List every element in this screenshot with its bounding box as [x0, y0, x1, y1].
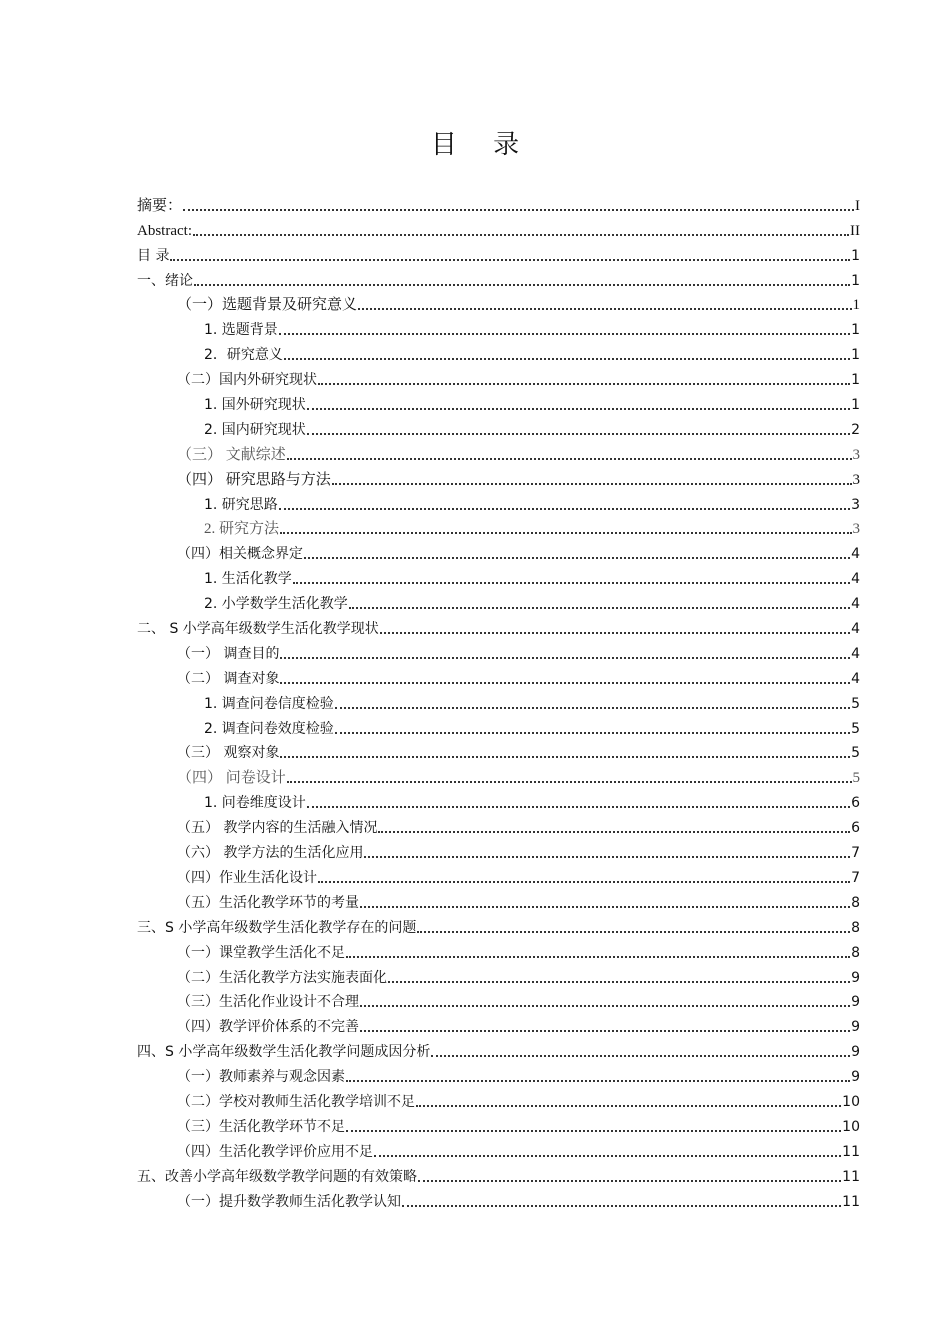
toc-entry-title: （一） 调查目的 — [177, 645, 280, 662]
toc-entry[interactable] — [137, 389, 860, 414]
dot-leader — [307, 806, 850, 808]
toc-entry-title: 2. 研究方法 — [204, 521, 280, 538]
toc-entry[interactable] — [137, 414, 860, 439]
toc-entry[interactable] — [137, 1061, 860, 1086]
toc-entry-page: 8 — [851, 944, 860, 961]
toc-entry-title: 1. 调查问卷信度检验 — [204, 695, 334, 712]
toc-entry[interactable] — [137, 738, 860, 763]
toc-entry[interactable] — [137, 987, 860, 1012]
toc-entry-title: 五、改善小学高年级数学教学问题的有效策略 — [137, 1168, 417, 1185]
toc-entry-title: （二） 调查对象 — [177, 670, 280, 687]
toc-entry-page: 3 — [851, 496, 860, 513]
toc-entry-title: （三） 观察对象 — [177, 745, 280, 762]
dot-leader — [307, 408, 850, 410]
toc-entry-page: 1 — [851, 247, 860, 264]
toc-entry-page: 11 — [842, 1168, 860, 1185]
toc-entry-title: 目 录 — [137, 247, 170, 264]
dot-leader — [402, 1205, 841, 1207]
toc-entry-page: 9 — [851, 994, 860, 1011]
dot-leader — [388, 981, 850, 983]
dot-leader — [360, 1005, 850, 1007]
toc-entry-title: （六） 教学方法的生活化应用 — [177, 845, 364, 862]
dot-leader — [193, 234, 849, 236]
toc-entry-page: 1 — [851, 272, 860, 289]
toc-entry-page: 2 — [851, 421, 860, 438]
dot-leader — [346, 1080, 850, 1082]
toc-entry[interactable] — [137, 812, 860, 837]
dot-leader — [431, 1055, 850, 1057]
toc-entry-page: 8 — [851, 894, 860, 911]
toc-entry[interactable] — [137, 464, 860, 489]
toc-entry-page: 9 — [851, 1019, 860, 1036]
toc-entry[interactable] — [137, 887, 860, 912]
toc-entry-title: （五）生活化教学环节的考量 — [177, 894, 359, 911]
toc-entry[interactable] — [137, 563, 860, 588]
toc-entry[interactable] — [137, 713, 860, 738]
dot-leader — [380, 632, 850, 634]
toc-entry-title: 2. 调查问卷效度检验 — [204, 720, 334, 737]
toc-entry[interactable] — [137, 339, 860, 364]
toc-entry-page: 8 — [851, 919, 860, 936]
toc-entry-page: 1 — [851, 397, 860, 414]
toc-entry-page: 4 — [851, 670, 860, 687]
dot-leader — [307, 433, 850, 435]
toc-entry-title: 摘要： — [137, 197, 183, 214]
dot-leader — [293, 582, 850, 584]
toc-entry-title: （四）教学评价体系的不完善 — [177, 1019, 359, 1036]
toc-entry[interactable] — [137, 1186, 860, 1211]
toc-entry[interactable] — [137, 215, 860, 240]
toc-entry[interactable] — [137, 538, 860, 563]
toc-entry-title: 2．研究意义 — [204, 347, 283, 364]
toc-entry-page: 10 — [842, 1118, 860, 1135]
toc-entry-page: 5 — [851, 695, 860, 712]
toc-entry-title: 2. 国内研究现状 — [204, 421, 306, 438]
toc-entry-page: 5 — [852, 770, 860, 787]
toc-entry[interactable] — [137, 1086, 860, 1111]
toc-entry[interactable] — [137, 364, 860, 389]
toc-entry-page: 4 — [851, 596, 860, 613]
toc-entry-title: （三）生活化作业设计不合理 — [177, 994, 359, 1011]
dot-leader — [280, 756, 850, 758]
dot-leader — [378, 831, 850, 833]
dot-leader — [418, 1180, 841, 1182]
dot-leader — [304, 557, 850, 559]
toc-entry-title: 三、S 小学高年级数学生活化教学存在的问题 — [137, 919, 417, 936]
dot-leader — [335, 707, 850, 709]
dot-leader — [360, 906, 850, 908]
dot-leader — [318, 383, 850, 385]
toc-entry-page: 11 — [842, 1193, 860, 1210]
toc-entry-title: 四、S 小学高年级数学生活化教学问题成因分析 — [137, 1044, 431, 1061]
dot-leader — [416, 1105, 841, 1107]
toc-entry-page: 4 — [851, 645, 860, 662]
dot-leader — [183, 209, 854, 211]
toc-entry-title: （二）学校对教师生活化教学培训不足 — [177, 1093, 415, 1110]
toc-entry-page: 4 — [851, 621, 860, 638]
dot-leader — [280, 682, 850, 684]
toc-entry-page: II — [850, 222, 860, 239]
toc-entry-page: 5 — [851, 720, 860, 737]
dot-leader — [346, 1130, 841, 1132]
toc-entry-page: 3 — [852, 446, 860, 463]
toc-entry[interactable] — [137, 912, 860, 937]
toc-entry-page: 4 — [851, 571, 860, 588]
dot-leader — [279, 333, 850, 335]
toc-entry[interactable] — [137, 862, 860, 887]
toc-entry-title: 1. 研究思路 — [204, 496, 278, 513]
toc-entry-page: 6 — [851, 820, 860, 837]
toc-entry-title: 1. 生活化教学 — [204, 571, 292, 588]
toc-entry[interactable] — [137, 314, 860, 339]
toc-entry-title: （四）生活化教学评价应用不足 — [177, 1143, 373, 1160]
dot-leader — [417, 931, 850, 933]
toc-entry[interactable] — [137, 962, 860, 987]
toc-entry[interactable] — [137, 1161, 860, 1186]
toc-entry-title: 1. 选题背景 — [204, 322, 278, 339]
toc-entry-page: 7 — [851, 869, 860, 886]
toc-entry[interactable] — [137, 1036, 860, 1061]
toc-entry-title: （一）教师素养与观念因素 — [177, 1069, 345, 1086]
dot-leader — [279, 508, 850, 510]
toc-entry[interactable] — [137, 240, 860, 265]
toc-entry-title: （一）课堂教学生活化不足 — [177, 944, 345, 961]
toc-entry-title: （四）相关概念界定 — [177, 546, 303, 563]
toc-entry-title: （一）选题背景及研究意义 — [177, 297, 358, 314]
table-of-contents — [137, 190, 860, 1211]
toc-entry-title: （三）生活化教学环节不足 — [177, 1118, 345, 1135]
dot-leader — [170, 259, 850, 261]
toc-entry[interactable] — [137, 265, 860, 290]
dot-leader — [349, 607, 850, 609]
dot-leader — [364, 856, 850, 858]
toc-entry[interactable] — [137, 837, 860, 862]
toc-entry[interactable] — [137, 190, 860, 215]
dot-leader — [280, 657, 850, 659]
toc-entry[interactable] — [137, 787, 860, 812]
toc-entry-page: 11 — [842, 1143, 860, 1160]
toc-title: 目 录 — [430, 130, 534, 160]
toc-entry-page: 9 — [851, 969, 860, 986]
toc-entry-page: 5 — [851, 745, 860, 762]
toc-entry-page: 1 — [851, 322, 860, 339]
dot-leader — [318, 881, 850, 883]
toc-entry-page: 3 — [852, 471, 860, 488]
toc-entry-page: 9 — [851, 1069, 860, 1086]
toc-entry-page: 10 — [842, 1093, 860, 1110]
dot-leader — [374, 1155, 841, 1157]
toc-entry[interactable] — [137, 489, 860, 514]
toc-entry-title: （四）作业生活化设计 — [177, 869, 317, 886]
toc-entry-title: （二）生活化教学方法实施表面化 — [177, 969, 387, 986]
dot-leader — [280, 532, 851, 534]
toc-entry[interactable] — [137, 638, 860, 663]
toc-entry-title: 2. 小学数学生活化教学 — [204, 596, 348, 613]
toc-entry[interactable] — [137, 290, 860, 315]
dot-leader — [284, 358, 850, 360]
toc-entry-title: 二、 S 小学高年级数学生活化教学现状 — [137, 621, 379, 638]
toc-entry[interactable] — [137, 439, 860, 464]
toc-entry-page: I — [855, 197, 860, 214]
dot-leader — [360, 1030, 850, 1032]
toc-entry-page: 1 — [851, 372, 860, 389]
toc-entry-page: 7 — [851, 845, 860, 862]
toc-entry-title: 1. 国外研究现状 — [204, 397, 306, 414]
toc-entry-page: 3 — [852, 521, 860, 538]
toc-entry-page: 6 — [851, 795, 860, 812]
toc-entry-title: （四） 问卷设计 — [177, 770, 286, 787]
toc-entry-title: 1. 问卷维度设计 — [204, 795, 306, 812]
dot-leader — [194, 284, 850, 286]
toc-entry[interactable] — [137, 588, 860, 613]
toc-entry-title: （二）国内外研究现状 — [177, 372, 317, 389]
toc-entry-title: （五） 教学内容的生活融入情况 — [177, 820, 378, 837]
toc-entry[interactable] — [137, 663, 860, 688]
toc-entry-page: 9 — [851, 1044, 860, 1061]
toc-entry-title: 一、绪论 — [137, 272, 193, 289]
toc-entry[interactable] — [137, 762, 860, 787]
toc-entry[interactable] — [137, 1111, 860, 1136]
toc-entry[interactable] — [137, 1136, 860, 1161]
toc-entry[interactable] — [137, 1011, 860, 1036]
dot-leader — [287, 458, 852, 460]
dot-leader — [287, 781, 852, 783]
dot-leader — [335, 732, 850, 734]
toc-entry[interactable] — [137, 613, 860, 638]
toc-entry[interactable] — [137, 937, 860, 962]
toc-entry-page: 1 — [852, 297, 860, 314]
toc-entry-title: （四） 研究思路与方法 — [177, 471, 331, 488]
toc-entry-title: Abstract: — [137, 222, 192, 239]
toc-entry-page: 1 — [851, 347, 860, 364]
dot-leader — [346, 956, 850, 958]
dot-leader — [332, 483, 852, 485]
toc-entry[interactable] — [137, 688, 860, 713]
toc-entry-page: 4 — [851, 546, 860, 563]
dot-leader — [358, 308, 851, 310]
toc-entry-title: （一）提升数学教师生活化教学认知 — [177, 1193, 401, 1210]
toc-entry[interactable] — [137, 514, 860, 539]
toc-entry-title: （三） 文献综述 — [177, 446, 286, 463]
